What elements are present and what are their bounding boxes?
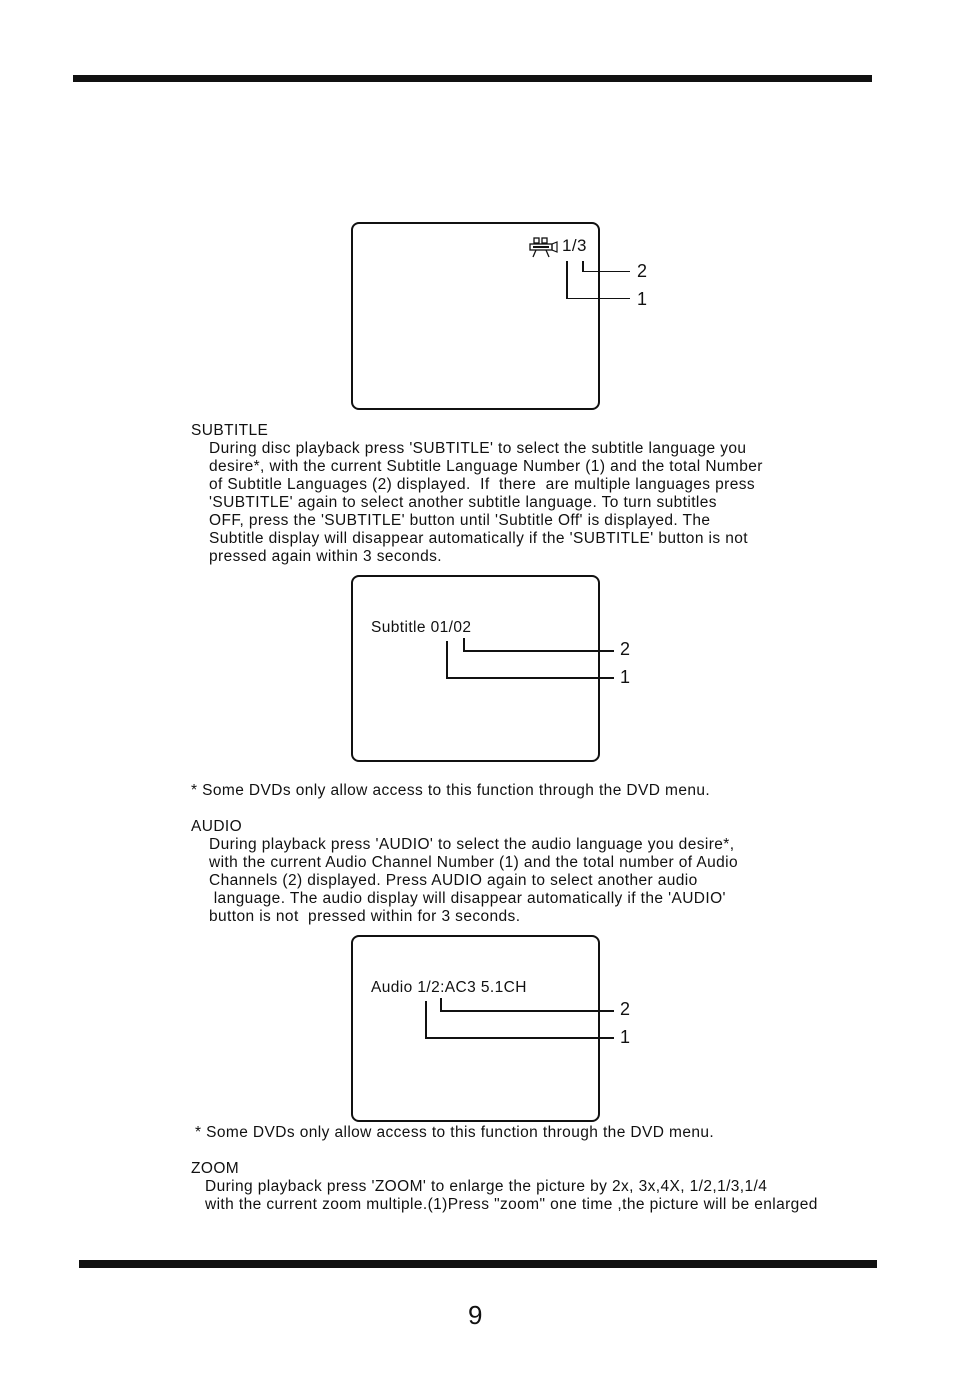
audio-description: During playback press 'AUDIO' to select the audio language you desire*, with the current Audio Channel Number (1) and the total number of Audio Channels (2) displayed. Press AUDIO again to select another audio language. The audio display will disappear automatically if the 'AUDIO' button is not pressed within for 3 seconds.	[209, 836, 739, 925]
zoom-description: During playback press 'ZOOM' to enlarge the picture by 2x, 3x,4X, 1/2,1/3,1/4 with the current zoom multiple.(1)Press "zoom" one time ,the picture will be enlarged	[205, 1178, 818, 1213]
callout-current: 1	[620, 1027, 631, 1047]
audio-display-text: Audio 1/2:AC3 5.1CH	[371, 979, 527, 996]
zoom-heading: ZOOM	[191, 1160, 240, 1177]
subtitle-text-screen	[351, 575, 600, 762]
subtitle-heading: SUBTITLE	[191, 422, 269, 439]
subtitle-display-text: Subtitle 01/02	[371, 619, 472, 636]
callout-current: 1	[637, 289, 648, 309]
subtitle-icon	[528, 237, 560, 259]
callout-current: 1	[620, 667, 631, 687]
callout-total: 2	[637, 261, 648, 281]
audio-heading: AUDIO	[191, 818, 243, 835]
callout-total: 2	[620, 639, 631, 659]
subtitle-description: During disc playback press 'SUBTITLE' to select the subtitle language you desire*, with the current Subtitle Language Number (1) and the total Number of Subtitle Languages (2) displayed. If there are multiple languages press 'SUBTITLE' again to select another subtitle language. To turn subtitles OFF, press the 'SUBTITLE' button until 'Subtitle Off' is displayed. The Subtitle display will disappear automatically if the 'SUBTITLE' button is not pressed again within 3 seconds.	[209, 440, 763, 565]
bottom-rule	[79, 1260, 877, 1268]
footnote: * Some DVDs only allow access to this function through the DVD menu.	[195, 1124, 715, 1141]
footnote: * Some DVDs only allow access to this function through the DVD menu.	[191, 782, 711, 799]
audio-screen	[351, 935, 600, 1122]
top-rule	[73, 75, 872, 82]
page-number: 9	[468, 1300, 483, 1330]
subtitle-count: 1/3	[562, 236, 587, 255]
callout-total: 2	[620, 999, 631, 1019]
